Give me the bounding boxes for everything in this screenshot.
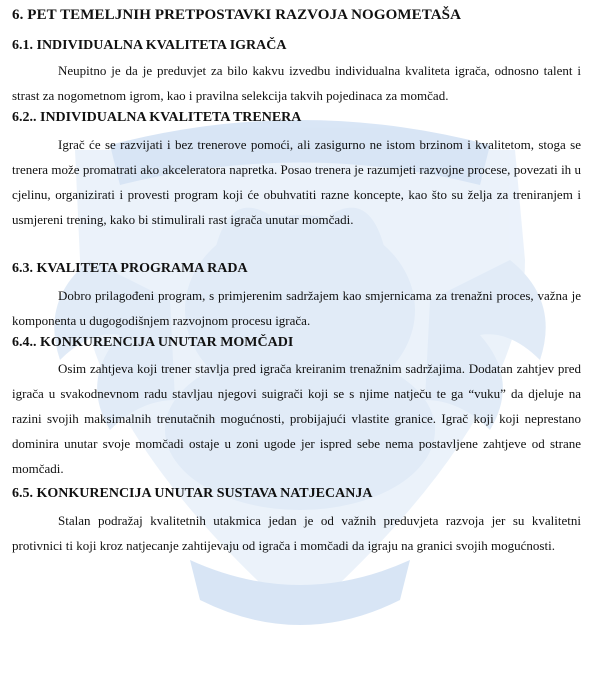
section-text-6-4: Osim zahtjeva koji trener stavlja pred igrača kreiranim trenažnim sadržajima. Dodatan zahtjev pred igrača u svakodnevnom radu stavljau njegovi suigrači koji se s njime natječu te ga “vuku” da djeluje na razini svojih maksimalnih trenutačnih mogućnosti, probijajući vlastite granice. Igrač koji koji neprestano dominira unutar svoje momčadi ostaje u zoni ugode jer ispred sebe nema postavljene zahtjeve od strane momčadi. xyxy=(12,361,581,476)
section-heading-6-2: 6.2.. INDIVIDUALNA KVALITETA TRENERA xyxy=(12,110,302,125)
section-text-6-2: Igrač će se razvijati i bez trenerove pomoći, ali zasigurno ne istom brzinom i kvalitetom, stoga se trenera može promatrati ako akceleratora napretka. Posao trenera je razumjeti razvojne procese, povezati ih u cjelinu, organizirati i provesti program koji će obuhvatiti razne koncepte, kao što su želja za treniranjem i usmjereni trening, kako bi stimulirali rast igrača unutar momčadi. xyxy=(12,137,581,227)
section-heading-6-3: 6.3. KVALITETA PROGRAMA RADA xyxy=(12,261,248,276)
section-heading-6-4: 6.4.. KONKURENCIJA UNUTAR MOMČADI xyxy=(12,335,294,350)
section-heading-6-1: 6.1. INDIVIDUALNA KVALITETA IGRAČA xyxy=(12,38,287,53)
section-text-6-1: Neupitno je da je preduvjet za bilo kakvu izvedbu individualna kvaliteta igrača, odnosno talent i strast za nogometnom igrom, kao i pravilna selekcija takvih pojedinaca za momčad. xyxy=(12,63,581,103)
section-text-6-5: Stalan podražaj kvalitetnih utakmica jedan je od važnih preduvjeta razvoja jer su kvalitetni protivnici ti koji kroz natjecanje zahtijevaju od igrača i momčadi da igraju na granici svojih mogućnosti. xyxy=(12,513,581,553)
section-text-6-3: Dobro prilagođeni program, s primjerenim sadržajem kao smjernicama za trenažni proces, važna je komponenta u dugogodišnjem razvojnom procesu igrača. xyxy=(12,288,581,328)
section-heading-6-5: 6.5. KONKURENCIJA UNUTAR SUSTAVA NATJECANJA xyxy=(12,486,373,501)
document-title: 6. PET TEMELJNIH PRETPOSTAVKI RAZVOJA NOGOMETAŠA xyxy=(12,7,462,23)
